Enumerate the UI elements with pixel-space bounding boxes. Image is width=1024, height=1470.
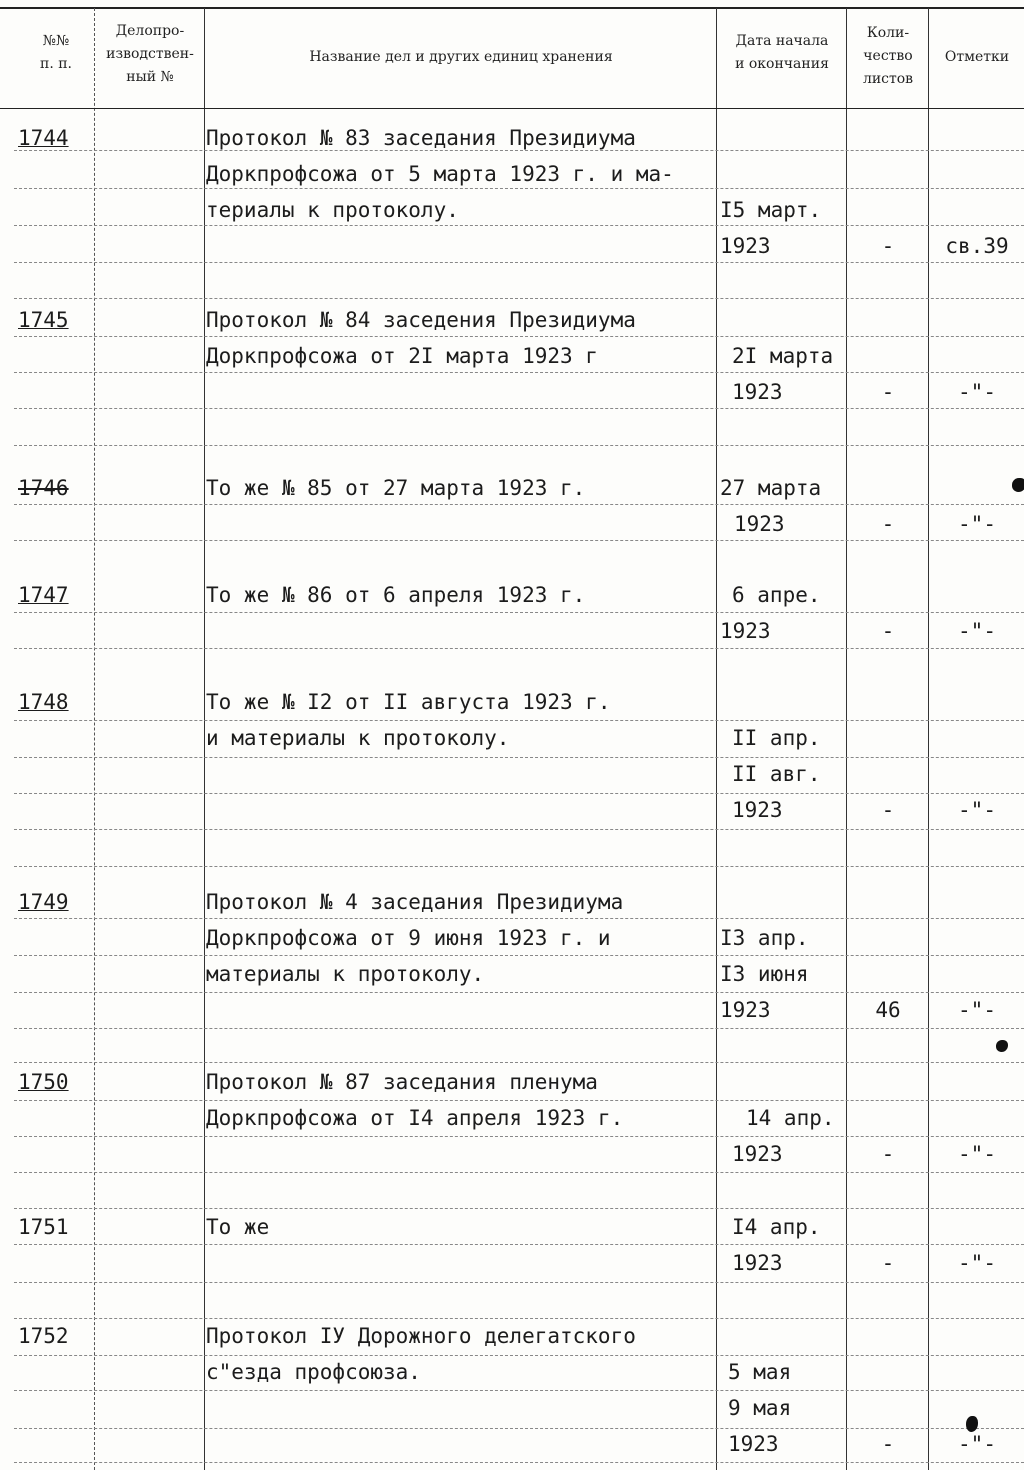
item-title-line: и материалы к протоколу. [206,726,510,750]
item-marks: -"- [958,798,996,822]
header-title-text: Название дел и других единиц хранения [309,49,613,65]
item-date-line [728,1318,868,1354]
item-title-line: териалы к протоколу. [206,198,459,222]
item-title-line: Протокол № 4 заседания Президиума [206,890,624,914]
header-num-line: п. п. [39,56,72,72]
item-date-line [720,884,860,920]
item-number: 1749 [18,890,69,914]
item-date-line [732,1064,872,1100]
item-title [206,120,726,228]
item-sheets: - [881,798,895,822]
item-sheets: - [881,1142,895,1166]
item-sheets: - [881,1251,895,1275]
ruled-line [14,445,1024,446]
item-number: 1745 [18,308,69,332]
ruled-line [14,1282,1024,1283]
item-date-line: 1923 [732,1142,783,1166]
header-dates [718,30,846,76]
ink-blot [996,1040,1008,1052]
item-title [206,1064,726,1136]
column-rule-sheets [928,8,929,1470]
item-marks: -"- [958,380,996,404]
ruled-line [14,757,1024,758]
header-sheets-line: Коли- [866,25,910,41]
item-sheets: - [881,234,895,258]
item-title [206,1209,726,1245]
item-title-line: То же [206,1215,270,1239]
item-number: 1748 [18,690,69,714]
item-title-line: Протокол № 84 заседения Президиума [206,308,636,332]
item-date-line [720,156,860,192]
item-date-line: 2I марта [732,344,834,368]
item-title [206,302,726,374]
item-date-line [732,684,872,720]
item-marks: -"- [958,998,996,1022]
header-num-line: №№ [42,33,70,49]
ruled-line [14,866,1024,867]
header-sheets-line: чество [863,48,913,64]
item-date-line: 1923 [732,1251,783,1275]
item-title [206,1318,726,1390]
item-number: 1746 [18,476,69,500]
item-date-line: I4 апр. [732,1215,821,1239]
item-date-line: II авг. [732,762,821,786]
ruled-line [14,1028,1024,1029]
item-title-line: Доркпрофсожа от I4 апреля 1923 г. [206,1106,624,1130]
ruled-line [14,298,1024,299]
item-date-line: 1923 [720,234,771,258]
item-number: 1744 [18,126,69,150]
item-date-line [720,120,860,156]
header-num [30,30,82,76]
item-title-line: То же № 86 от 6 апреля 1923 г. [206,583,586,607]
item-number: 1751 [18,1215,69,1239]
item-sheets: - [881,619,895,643]
header-sheets-line: листов [862,71,914,87]
item-title-line: То же № 85 от 27 марта 1923 г. [206,476,586,500]
item-title-line: материалы к протоколу. [206,962,485,986]
item-date-line: 27 марта [720,476,822,500]
item-title-line: То же № I2 от II августа 1923 г. [206,690,611,714]
ruled-line [14,1062,1024,1063]
top-rule [0,7,1024,9]
item-marks: св.39 [945,234,1009,258]
item-date-line: 1923 [732,380,783,404]
header-office-line: Делопро- [115,23,185,39]
item-title-line: Доркпрофсожа от 9 июня 1923 г. и [206,926,611,950]
header-marks-text: Отметки [944,49,1010,65]
item-title-line: Протокол № 87 заседания пленума [206,1070,598,1094]
item-marks: -"- [958,512,996,536]
item-date-line: 1923 [720,619,771,643]
item-date-line: I5 март. [720,198,822,222]
item-date-line: 1923 [734,512,785,536]
ruled-line [14,1172,1024,1173]
ruled-line [14,1390,1024,1391]
item-date-line [732,302,872,338]
item-marks: -"- [958,1251,996,1275]
item-date-line: 1923 [720,998,771,1022]
item-sheets: 46 [875,998,901,1022]
header-dates-line: Дата начала [735,33,829,49]
item-dates [720,120,860,264]
item-number: 1752 [18,1324,69,1348]
item-sheets: - [881,512,895,536]
item-title [206,577,726,613]
header-dates-line: и окончания [735,56,829,72]
column-rule-num [94,8,95,1470]
ruled-line [14,829,1024,830]
item-title [206,684,726,756]
item-title-line: Протокол IУ Дорожного делегатского [206,1324,636,1348]
item-title-line: Доркпрофсожа от 5 марта 1923 г. и ма- [206,162,674,186]
item-date-line: I3 июня [720,962,809,986]
header-sheets [848,22,928,91]
item-title-line: Доркпрофсожа от 2I марта 1923 г [206,344,598,368]
item-title-line: Протокол № 83 заседания Президиума [206,126,636,150]
header-office-line: ный № [126,69,174,85]
header-rule [0,108,1024,109]
item-title [206,470,726,506]
item-number: 1747 [18,583,69,607]
item-date-line: 5 мая [728,1360,792,1384]
header-title [206,46,716,69]
ink-blot [1012,478,1024,492]
item-marks: -"- [958,619,996,643]
header-office [96,20,204,89]
column-rule-office [204,8,205,1470]
item-date-line: 1923 [732,798,783,822]
item-date-line: II апр. [732,726,821,750]
item-date-line: 14 апр. [746,1106,835,1130]
item-dates [728,1318,868,1462]
item-date-line: 9 мая [728,1396,792,1420]
header-office-line: изводствен- [106,46,194,62]
item-date-line: 1923 [728,1432,779,1456]
ruled-line [14,1462,1024,1463]
item-sheets: - [881,380,895,404]
item-sheets: - [881,1432,895,1456]
item-title-line: с"езда профсоюза. [206,1360,421,1384]
item-dates [720,884,860,1028]
header-marks [930,46,1024,69]
item-date-line: I3 апр. [720,926,809,950]
item-dates [720,470,860,542]
item-marks: -"- [958,1432,996,1456]
item-marks: -"- [958,1142,996,1166]
item-title [206,884,726,992]
item-dates [720,577,860,649]
item-date-line: 6 апре. [732,583,821,607]
item-number: 1750 [18,1070,69,1094]
